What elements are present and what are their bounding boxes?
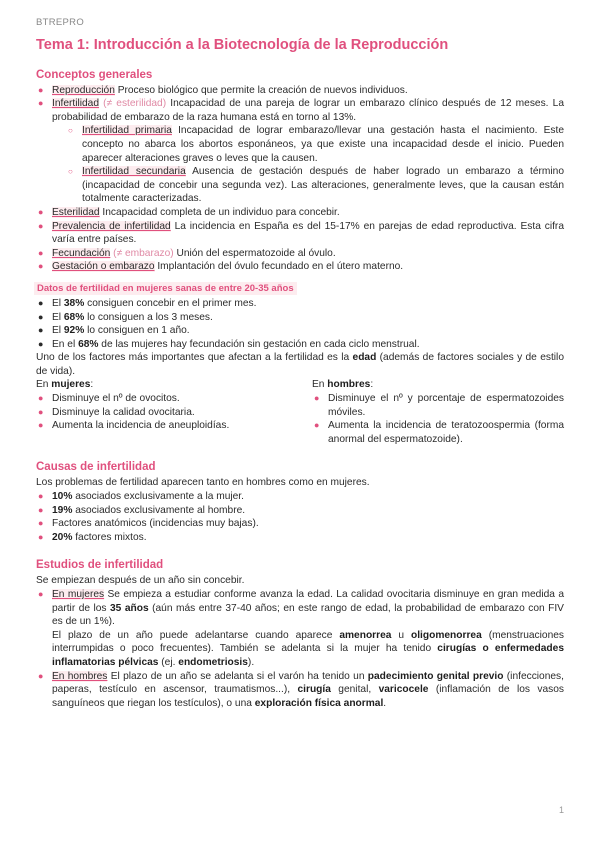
- document-title: Tema 1: Introducción a la Biotecnología de la Reproducción: [36, 36, 449, 53]
- bullet-icon: ●: [38, 338, 44, 349]
- text: (inflamación de los vasos sanguíneos que riegan los testículos), o una: [52, 684, 565, 709]
- circle-bullet-icon: ○: [68, 126, 73, 136]
- list-item: [36, 406, 288, 420]
- text: Se empieza a estudiar conforme avanza la edad. La calidad ovocitaria disminuye en gran medida a partir de los: [52, 589, 564, 614]
- bold-value: oligomenorrea: [410, 629, 482, 641]
- text: En: [312, 379, 328, 391]
- spacer: [36, 544, 564, 556]
- text: Disminuye la calidad ovocitaria.: [52, 406, 195, 418]
- text: (aún más entre 37-40 años; en este rango de edad, la probabilidad de embarazo con FIV es de un 1%).: [52, 602, 564, 628]
- bullet-icon: ●: [38, 406, 44, 417]
- text: En el: [52, 338, 79, 350]
- bold-value: 92%: [63, 325, 85, 337]
- bullet-icon: ●: [38, 297, 44, 308]
- text: Disminuye el nº de ovocitos.: [52, 393, 180, 405]
- definition: Implantación del óvulo fecundado en el útero materno.: [154, 261, 404, 273]
- text: ).: [247, 656, 255, 668]
- estudios-list: [36, 588, 564, 710]
- text: Factores anatómicos (incidencias muy bajas).: [52, 518, 259, 530]
- list-item: [36, 504, 564, 518]
- list-item: [36, 517, 564, 531]
- text: (ej.: [158, 656, 179, 668]
- definition: Unión del espermatozoide al óvulo.: [173, 247, 336, 259]
- column-heading: [312, 378, 564, 392]
- list-item: [36, 97, 564, 206]
- bullet-icon: ●: [38, 491, 44, 502]
- bullet-icon: ●: [38, 247, 44, 258]
- definition: La incidencia en España es del 15-17% en parejas de edad reproductiva. Esta cifra varía entre países.: [52, 220, 564, 246]
- list-item: [36, 419, 288, 433]
- text: (además de factores sociales y de estilo de vida).: [36, 352, 564, 377]
- bullet-icon: ●: [38, 98, 44, 109]
- bold-value: 20%: [52, 531, 73, 543]
- list-item: [36, 220, 564, 247]
- text: genital,: [330, 684, 379, 696]
- bold-value: 19%: [52, 504, 73, 516]
- text: consiguen concebir en el primer mes.: [84, 297, 257, 309]
- spacer: [36, 446, 564, 458]
- term-reproduccion: Reproducción: [52, 84, 115, 96]
- circle-bullet-icon: ○: [68, 167, 73, 177]
- paragraph-edad: [36, 351, 564, 378]
- list-item: [36, 311, 564, 325]
- bullet-icon: ●: [314, 420, 320, 431]
- bullet-icon: ●: [38, 670, 44, 681]
- datos-list: [36, 297, 564, 351]
- text: asociados exclusivamente a la mujer.: [72, 491, 244, 503]
- text: El plazo de un año puede adelantarse cuando aparece: [52, 629, 340, 641]
- bold-value: mujeres: [51, 379, 91, 391]
- text: El: [52, 311, 64, 323]
- text: Uno de los factores más importantes que afectan a la fertilidad es la: [36, 352, 353, 364]
- list-item: [36, 297, 564, 311]
- list-item: [36, 588, 564, 670]
- term-prevalencia: Prevalencia de infertilidad: [52, 220, 171, 232]
- bullet-icon: ●: [38, 220, 44, 231]
- text: El: [52, 297, 64, 309]
- sub-list: [52, 124, 564, 206]
- text: :: [370, 379, 374, 391]
- bullet-icon: ●: [38, 531, 44, 542]
- hombres-list: [312, 392, 564, 446]
- text: lo consiguen en 1 año.: [84, 325, 190, 337]
- list-item: [36, 206, 564, 220]
- header-label: BTREPRO: [36, 17, 85, 28]
- text: El: [52, 325, 64, 337]
- text: asociados exclusivamente al hombre.: [72, 504, 246, 516]
- bold-value: cirugías o enfermedades inflamatorias pélvicas: [52, 643, 564, 668]
- section-title-estudios: Estudios de infertilidad: [36, 559, 164, 572]
- section-title-causas: Causas de infertilidad: [36, 461, 156, 474]
- term-note: (≠ esterilidad): [99, 98, 167, 110]
- bold-value: 10%: [52, 491, 73, 503]
- term-gestacion: Gestación o embarazo: [52, 261, 155, 273]
- column-heading: [36, 378, 288, 392]
- page-number: 1: [558, 805, 564, 816]
- list-item: [52, 124, 564, 165]
- term-fecundacion: Fecundación: [52, 247, 111, 259]
- list-item: [52, 165, 564, 206]
- term-infertilidad-secundaria: Infertilidad secundaria: [82, 166, 186, 178]
- bullet-icon: ●: [38, 518, 44, 529]
- text: (menstruaciones interrumpidas o poco frecuentes). También se adelanta si la mujer ha tenido: [52, 629, 564, 655]
- term-note: (≠ embarazo): [110, 247, 174, 259]
- definition: Incapacidad completa de un individuo para concebir.: [99, 206, 340, 218]
- text: :: [90, 379, 94, 391]
- list-item: [312, 392, 564, 419]
- bullet-icon: ●: [38, 420, 44, 431]
- definition: Incapacidad de lograr embarazo/llevar una gestación hasta el nacimiento. Este concepto no abarca los abortos esponáneos, ya que existe una incapacidad desde el inicio. Pueden aparecer alteraciones graves o leves que la causen.: [82, 125, 564, 164]
- bold-value: hombres: [327, 379, 371, 391]
- list-item: [36, 531, 564, 545]
- list-item: [36, 490, 564, 504]
- bold-value: cirugía: [297, 684, 331, 696]
- column-hombres: [312, 378, 564, 446]
- paragraph-estudios: Se empiezan después de un año sin concebir.: [36, 575, 245, 587]
- bold-value: endometriosis: [178, 656, 248, 668]
- conceptos-list: [36, 84, 564, 274]
- mujeres-list: [36, 392, 288, 433]
- term-en-mujeres: En mujeres: [52, 589, 105, 600]
- list-item: [36, 247, 564, 261]
- bold-value: 68%: [78, 338, 99, 350]
- bullet-icon: ●: [38, 325, 44, 336]
- bold-value: 35 años: [110, 602, 149, 614]
- term-infertilidad-primaria: Infertilidad primaria: [82, 125, 172, 137]
- text: Aumenta la incidencia de teratozoospermia (forma anormal del espermatozoide).: [328, 420, 564, 445]
- bold-value: amenorrea: [339, 629, 392, 641]
- list-item: [36, 338, 564, 352]
- text: u: [391, 629, 411, 641]
- paragraph-causas: Los problemas de fertilidad aparecen tanto en hombres como en mujeres.: [36, 477, 370, 489]
- list-item: [36, 84, 564, 98]
- list-item: [36, 324, 564, 338]
- term-en-hombres: En hombres: [52, 670, 108, 682]
- list-item: [312, 419, 564, 446]
- text: de las mujeres hay fecundación sin gestación en cada ciclo menstrual.: [98, 338, 420, 350]
- text: lo consiguen a los 3 meses.: [84, 311, 213, 323]
- bold-value: 68%: [63, 311, 85, 323]
- column-mujeres: [36, 378, 288, 446]
- text: Aumenta la incidencia de aneuploidías.: [52, 420, 230, 432]
- term-esterilidad: Esterilidad: [52, 206, 100, 218]
- bold-value: varicocele: [378, 684, 429, 696]
- bullet-icon: ●: [38, 504, 44, 515]
- bullet-icon: ●: [38, 589, 44, 599]
- list-item: [36, 670, 564, 711]
- definition: Incapacidad de una pareja de lograr un embarazo clínico después de 12 meses. La probabilidad de embarazo de la raza humana está en torno al 13%.: [52, 98, 564, 123]
- term-infertilidad: Infertilidad: [52, 98, 100, 110]
- subheading-datos: Datos de fertilidad en mujeres sanas de entre 20-35 años: [34, 282, 297, 295]
- bold-value: 38%: [63, 297, 85, 309]
- bullet-icon: ●: [38, 393, 44, 404]
- text: En: [36, 379, 52, 391]
- bullet-icon: ●: [314, 393, 320, 404]
- text: .: [383, 697, 387, 709]
- definition: Ausencia de gestación después de haber logrado un embarazo a término (incapacidad de concebir una segunda vez). Las alteraciones, generalmente leves, que la causan están totalmente caracterizadas.: [82, 166, 564, 205]
- list-item: [36, 260, 564, 274]
- two-column-block: [36, 378, 564, 446]
- bold-value: exploración física anormal: [254, 697, 384, 709]
- text: (infecciones, paperas, testículo en ascensor, traumatismos...),: [52, 670, 564, 696]
- bold-value: padecimiento genital previo: [367, 670, 504, 682]
- text: El plazo de un año se adelanta si el varón ha tenido un: [107, 670, 368, 682]
- text: factores mixtos.: [72, 531, 147, 543]
- text: Disminuye el nº y porcentaje de espermatozoides móviles.: [328, 393, 564, 418]
- bullet-icon: ●: [38, 311, 44, 322]
- bullet-icon: ●: [38, 261, 44, 272]
- bold-value: edad: [352, 352, 377, 364]
- bullet-icon: ●: [38, 206, 44, 217]
- definition: Proceso biológico que permite la creación de nuevos individuos.: [114, 84, 408, 96]
- section-title-conceptos: Conceptos generales: [36, 68, 153, 81]
- bullet-icon: ●: [38, 84, 44, 95]
- causas-list: [36, 490, 564, 544]
- list-item: [36, 392, 288, 406]
